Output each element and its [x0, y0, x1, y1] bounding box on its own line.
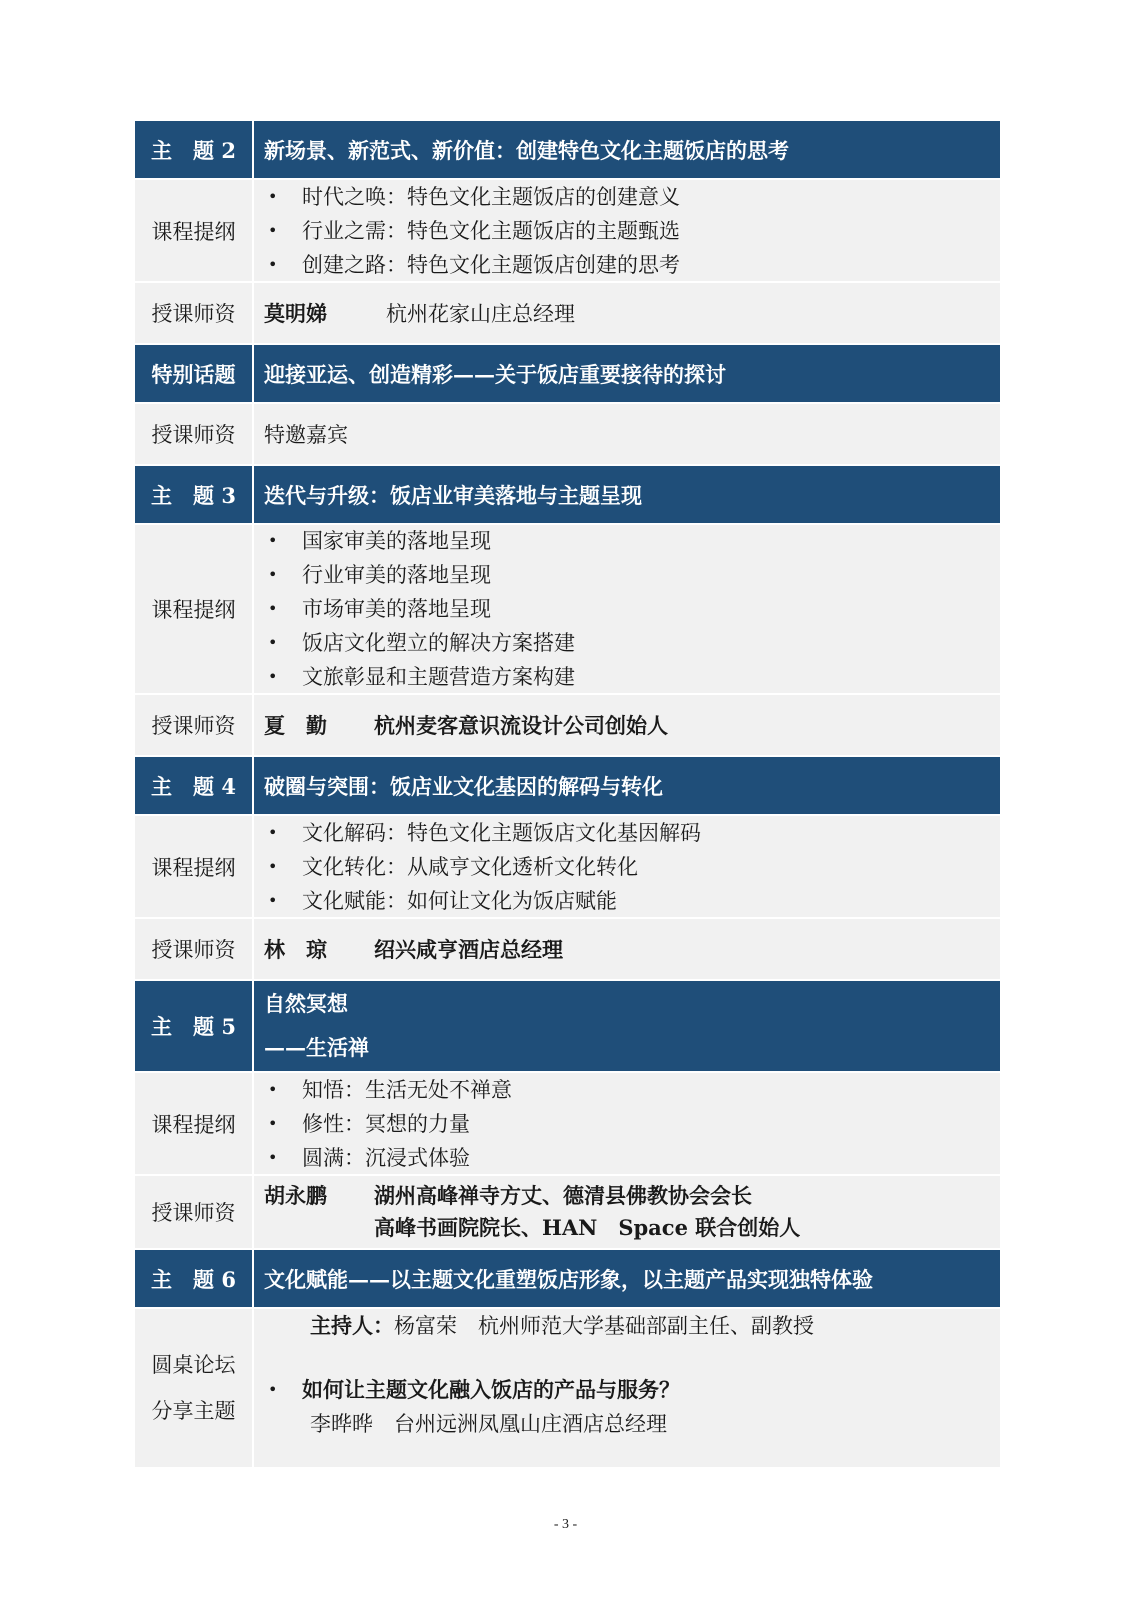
teacher-label: 授课师资: [135, 919, 254, 979]
special-topic-title: 迎接亚运、创造精彩——关于饭店重要接待的探讨: [264, 361, 726, 387]
outline-item: 国家审美的落地呈现: [302, 529, 491, 553]
teacher-line-1: [264, 1180, 990, 1212]
list-item: [264, 626, 990, 660]
teacher-info: [264, 419, 990, 449]
topic-3-teacher-row: [135, 695, 1000, 757]
outline-label: 课程提纲: [135, 180, 254, 281]
teacher-label: 授课师资: [135, 695, 254, 755]
spacer: [264, 1343, 990, 1373]
teacher-name: 莫明娣: [264, 301, 327, 326]
outline-item: 市场审美的落地呈现: [302, 597, 491, 621]
outline-content: [254, 816, 1000, 917]
outline-item: 文化转化：从咸亨文化透析文化转化: [302, 854, 638, 879]
topic-2-title: 新场景、新范式、新价值：创建特色文化主题饭店的思考: [264, 137, 789, 163]
roundtable-row: [135, 1309, 1000, 1467]
list-item: [264, 1141, 990, 1175]
list-item: [264, 180, 990, 214]
bullet-icon: •: [268, 1147, 278, 1167]
roundtable-label: [135, 1309, 254, 1467]
bullet-icon: •: [268, 667, 278, 686]
topic-2-outline-row: [135, 180, 1000, 283]
teacher-title: 绍兴咸亨酒店总经理: [374, 937, 563, 962]
outline-content: [254, 525, 1000, 693]
bullet-icon: •: [268, 565, 278, 584]
teacher-name: 夏 勤: [264, 713, 327, 738]
bullet-icon: •: [268, 1380, 278, 1399]
outline-label: 课程提纲: [135, 1073, 254, 1174]
list-item: [264, 884, 990, 918]
topic-4-outline-row: [135, 816, 1000, 919]
teacher-info: [264, 298, 990, 328]
bullet-icon: •: [268, 599, 278, 618]
list-item: [264, 850, 990, 884]
topic-3-outline-row: [135, 525, 1000, 695]
topic-3-label: 主 题 3: [135, 466, 254, 523]
roundtable-label-line-1: 圆桌论坛: [151, 1353, 236, 1377]
topic-5-title-line-2: ——生活禅: [264, 1035, 369, 1060]
bullet-icon: •: [268, 220, 278, 240]
outline-item: 行业之需：特色文化主题饭店的主题甄选: [302, 218, 680, 243]
outline-item: 行业审美的落地呈现: [302, 563, 491, 587]
topic-2-teacher-row: [135, 283, 1000, 345]
page-number: - 3 -: [553, 1517, 578, 1532]
topic-5-teacher-row: [135, 1176, 1000, 1250]
teacher-title: 杭州麦客意识流设计公司创始人: [374, 713, 668, 738]
topic-5-header-row: [135, 981, 1000, 1073]
list-item: [264, 524, 990, 558]
speaker-line: 李晔晔 台州远洲凤凰山庄酒店总经理: [310, 1412, 667, 1436]
topic-3-header-row: [135, 466, 1000, 525]
bullet-icon: •: [268, 822, 278, 842]
teacher-label: 授课师资: [135, 1176, 254, 1248]
teacher-label: 授课师资: [135, 404, 254, 464]
bullet-icon: •: [268, 633, 278, 652]
topic-4-teacher-row: [135, 919, 1000, 981]
outline-item: 文化解码：特色文化主题饭店文化基因解码: [302, 820, 701, 845]
list-item: [264, 1107, 990, 1141]
topic-2-label: 主 题 2: [135, 121, 254, 178]
topic-6-header-row: [135, 1250, 1000, 1309]
list-item: [264, 248, 990, 282]
course-schedule-table: [135, 121, 1000, 1467]
outline-list: [264, 180, 990, 282]
teacher-info: [264, 934, 990, 964]
list-item: [264, 214, 990, 248]
topic-list: [264, 1373, 990, 1407]
topic-3-title: 迭代与升级：饭店业审美落地与主题呈现: [264, 482, 642, 508]
list-item: [264, 558, 990, 592]
special-topic-header-row: [135, 345, 1000, 404]
host-info: 杨富荣 杭州师范大学基础部副主任、副教授: [394, 1314, 814, 1338]
forum-question: 如何让主题文化融入饭店的产品与服务？: [302, 1377, 680, 1402]
outline-label: 课程提纲: [135, 525, 254, 693]
topic-5-title-line-1: 自然冥想: [264, 991, 348, 1016]
teacher-info: [254, 1176, 1000, 1248]
roundtable-label-line-2: 分享主题: [151, 1399, 236, 1423]
outline-item: 圆满：沉浸式体验: [302, 1145, 470, 1170]
outline-list: [264, 524, 990, 694]
list-item: [264, 592, 990, 626]
topic-4-title: 破圈与突围：饭店业文化基因的解码与转化: [264, 773, 663, 799]
host-prefix: 主持人：: [310, 1313, 394, 1338]
topic-5-outline-row: [135, 1073, 1000, 1176]
teacher-label: 授课师资: [135, 283, 254, 343]
bullet-icon: •: [268, 856, 278, 876]
outline-item: 时代之唤：特色文化主题饭店的创建意义: [302, 184, 680, 209]
bullet-icon: •: [268, 890, 278, 910]
bullet-icon: •: [268, 254, 278, 274]
special-topic-label: 特别话题: [135, 345, 254, 402]
topic-2-header-row: [135, 121, 1000, 180]
bullet-icon: •: [268, 1079, 278, 1099]
outline-item: 文化赋能：如何让文化为饭店赋能: [302, 888, 617, 913]
teacher-name: 特邀嘉宾: [264, 423, 348, 447]
teacher-title: 杭州花家山庄总经理: [386, 302, 575, 326]
host-line: [264, 1309, 990, 1343]
outline-list: [264, 816, 990, 918]
special-topic-teacher-row: [135, 404, 1000, 466]
outline-item: 创建之路：特色文化主题饭店创建的思考: [302, 252, 680, 277]
roundtable-content: [254, 1309, 1000, 1467]
list-item: [264, 660, 990, 694]
outline-item: 知悟：生活无处不禅意: [302, 1077, 512, 1102]
list-item: [264, 1373, 990, 1407]
outline-item: 饭店文化塑立的解决方案搭建: [302, 631, 575, 655]
topic-4-header-row: [135, 757, 1000, 816]
bullet-icon: •: [268, 1113, 278, 1133]
teacher-name: 胡永鹏: [264, 1183, 327, 1208]
outline-item: 文旅彰显和主题营造方案构建: [302, 665, 575, 689]
teacher-title: 湖州高峰禅寺方丈、德清县佛教协会会长: [374, 1183, 752, 1208]
bullet-icon: •: [268, 186, 278, 206]
teacher-line-2: [264, 1212, 990, 1244]
topic-5-title: [254, 981, 1000, 1071]
teacher-name: 林 琼: [264, 937, 327, 962]
outline-item: 修性：冥想的力量: [302, 1111, 470, 1136]
topic-5-label: 主 题 5: [135, 981, 254, 1071]
outline-list: [264, 1073, 990, 1175]
outline-content: [254, 1073, 1000, 1174]
topic-4-label: 主 题 4: [135, 757, 254, 814]
list-item: [264, 1073, 990, 1107]
teacher-info: [264, 710, 990, 740]
outline-content: [254, 180, 1000, 281]
bullet-icon: •: [268, 531, 278, 550]
topic-6-label: 主 题 6: [135, 1250, 254, 1307]
topic-6-title: 文化赋能——以主题文化重塑饭店形象，以主题产品实现独特体验: [264, 1266, 873, 1292]
outline-label: 课程提纲: [135, 816, 254, 917]
list-item: [264, 816, 990, 850]
teacher-title-secondary: 高峰书画院院长、HAN Space 联合创始人: [374, 1215, 801, 1240]
